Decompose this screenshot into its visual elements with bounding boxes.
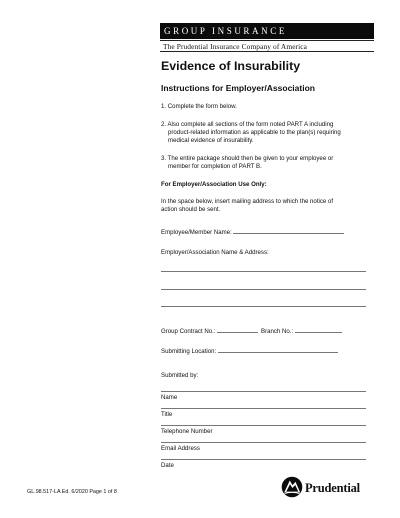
mailing-instructions-line-1: In the space below, insert mailing address to which the notice of bbox=[161, 198, 334, 205]
mailing-instructions-line-2: action should be sent. bbox=[161, 206, 221, 214]
step-3-line-1: 3. The entire package should then be given to your employee or bbox=[161, 155, 334, 162]
header-bar bbox=[160, 23, 374, 39]
group-contract-label: Group Contract No.: bbox=[161, 328, 216, 335]
member-name-field[interactable] bbox=[161, 227, 344, 237]
submitting-location-field[interactable] bbox=[161, 346, 338, 356]
step-1 bbox=[161, 103, 237, 111]
form-title: Evidence of Insurability bbox=[161, 59, 301, 73]
step-2 bbox=[161, 121, 341, 146]
name-line[interactable] bbox=[161, 391, 366, 392]
step-2-line-2: product-related information as applicable to the plan(s) requiring bbox=[168, 129, 341, 137]
submitted-by-label: Submitted by: bbox=[161, 372, 199, 379]
use-only-heading: For Employer/Association Use Only: bbox=[161, 181, 267, 188]
title-line[interactable] bbox=[161, 408, 366, 409]
branch-label: Branch No.: bbox=[261, 328, 294, 335]
address-line-3[interactable] bbox=[161, 306, 366, 307]
header-bar-text: GROUP INSURANCE bbox=[164, 26, 287, 36]
form-code: GL.98.517-LA Ed. 6/2020 Page 1 of 8 bbox=[27, 489, 117, 495]
telephone-line[interactable] bbox=[161, 425, 366, 426]
header-rule-bottom bbox=[160, 51, 374, 52]
submitting-location-label: Submitting Location: bbox=[161, 348, 217, 355]
rock-icon bbox=[281, 476, 303, 498]
association-address-label: Employer/Association Name & Address: bbox=[161, 249, 269, 256]
member-name-line[interactable] bbox=[233, 227, 344, 234]
address-line-1[interactable] bbox=[161, 271, 366, 272]
mailing-instructions bbox=[161, 198, 333, 214]
branch-field[interactable] bbox=[261, 326, 342, 336]
logo-text: Prudential bbox=[305, 481, 360, 495]
email-label: Email Address bbox=[161, 445, 200, 452]
group-contract-field[interactable] bbox=[161, 326, 258, 336]
address-line-2[interactable] bbox=[161, 289, 366, 290]
email-line[interactable] bbox=[161, 442, 366, 443]
branch-line[interactable] bbox=[295, 326, 342, 333]
group-contract-line[interactable] bbox=[217, 326, 258, 333]
step-2-line-3: medical evidence of insurability. bbox=[168, 137, 254, 145]
date-line[interactable] bbox=[161, 459, 366, 460]
step-3 bbox=[161, 155, 333, 171]
submitting-location-line[interactable] bbox=[218, 346, 338, 353]
telephone-label: Telephone Number bbox=[161, 428, 213, 435]
member-name-label: Employee/Member Name: bbox=[161, 229, 232, 236]
step-1-line-1: 1. Complete the form below. bbox=[161, 103, 237, 110]
form-subtitle: Instructions for Employer/Association bbox=[161, 83, 315, 93]
date-label: Date bbox=[161, 462, 174, 469]
prudential-logo bbox=[281, 476, 376, 500]
header-rule-top bbox=[160, 40, 374, 41]
step-2-line-1: 2. Also complete all sections of the form noted PART A including bbox=[161, 121, 334, 128]
step-3-line-2: member for completion of PART B. bbox=[168, 163, 262, 171]
company-name: The Prudential Insurance Company of America bbox=[163, 42, 308, 51]
name-label: Name bbox=[161, 394, 178, 401]
title-label: Title bbox=[161, 411, 173, 418]
